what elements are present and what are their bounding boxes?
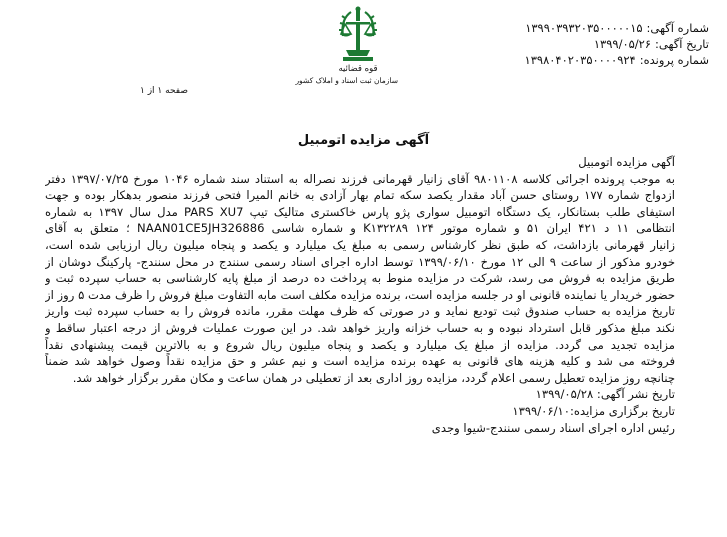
ad-date-label: تاریخ آگهی: (655, 37, 709, 51)
ad-date-row (525, 36, 709, 52)
body-line: مزایده تجدید می گردد. مزایده از مبلغ یک میلیارد و یکصد و پنجاه میلیون ریال شروع و به بالاترین قیمت پیشنهادی نقداً (45, 337, 675, 352)
body-line: حضور خریدار یا نماینده قانونی او در جلسه مزایده است، برنده مزایده مکلف است مابه التفاوت مبلغ فروش را ظرف مدت ۵ روز از (45, 287, 675, 302)
ad-number-row (525, 20, 709, 36)
emblem-name: قوه قضائیه (338, 64, 378, 74)
body-line: به موجب پرونده اجرائی کلاسه ۹۸۰۱۱۰۸ آقای زانیار قهرمانی فرزند نصراله به استناد سند شماره ۱۰۴۶ مورخ ۱۳۹۷/۰۷/۲۵ دفتر (45, 171, 675, 186)
publish-date-line: تاریخ نشر آگهی: ۱۳۹۹/۰۵/۲۸ (535, 387, 675, 402)
file-number-value: ۱۳۹۸۰۴۰۲۰۳۵۰۰۰۰۹۲۴ (524, 53, 636, 67)
body-line: انتظامی ۱۱ د ۴۲۱ ایران ۵۱ و شماره موتور ۱۲۴ K۱۳۲۲۸۹ و شماره شاسی NAAN01CE5JH326886 ؛ متعلق به آقای (45, 221, 675, 236)
page-number: صفحه ۱ از ۱ (140, 86, 188, 96)
emblem-organization: سازمان ثبت اسناد و املاک کشور (295, 76, 398, 85)
body-line: زانیار قهرمانی بازداشت، که طبق نظر کارشناس رسمی به مبلغ یک میلیارد و یکصد و پنجاه میلیون ریال ارزیابی شده است، (45, 237, 675, 252)
ad-number-value: ۱۳۹۹۰۳۹۳۲۰۳۵۰۰۰۰۰۱۵ (525, 21, 643, 35)
notice-body (45, 154, 675, 436)
body-line: نکند مبلغ مذکور قابل استرداد نبوده و به حساب خزانه واریز خواهد شد. در این صورت عملیات فروش از درجه اعتبار ساقط و (45, 320, 675, 335)
body-line: طریق مزایده به فروش می رسد، شرکت در مزایده منوط به پرداخت ده درصد از مبلغ پایه کارشناسی به حساب سپرده ثبت و (45, 271, 675, 286)
page-title: آگهی مزایده اتومبیل (297, 133, 430, 148)
body-line: فروخته می شد و کلیه هزینه های قانونی به عهده برنده مزایده است و نیم عشر و حق مزایده نقداً وصول خواهد شد ضمناً (45, 354, 675, 369)
body-line: استیفای طلب بستانکار، یک دستگاه اتومبیل سواری پژو پارس خاکستری متالیک تیپ PARS XU7 مدل سال ۱۳۹۷ به شماره (45, 204, 675, 219)
file-number-label: شماره پرونده: (639, 53, 709, 67)
body-line: تاریخ مزایده به حساب صندوق ثبت تودیع نماید و در صورتی که ظرف مهلت مقرر، مانده فروش را به حساب سپرده ثبت واریز (45, 304, 675, 319)
body-line: ازدواج شماره ۱۷۷ روستای حسن آباد مقدار یکصد سکه تمام بهار آزادی به خانم المیرا فتحی فرزند منصور بدهکار بوده و جهت (45, 188, 675, 203)
ad-date-value: ۱۳۹۹/۰۵/۲۶ (593, 37, 652, 51)
judiciary-emblem (295, 6, 398, 98)
body-line: خودرو مذکور از ساعت ۹ الی ۱۲ مورخ ۱۳۹۹/۰۶/۱۰ توسط اداره اجرای اسناد رسمی سنندج در محل سنندج- پارکینگ دوشان از (45, 254, 675, 269)
ad-number-label: شماره آگهی: (646, 21, 709, 35)
ad-meta (525, 20, 709, 68)
file-number-row (525, 52, 709, 68)
signatory-line: رئیس اداره اجرای اسناد رسمی سنندج-شیوا وجدی (431, 420, 675, 435)
body-line: آگهی مزایده اتومبیل (578, 155, 675, 169)
body-line: چنانچه روز مزایده تعطیل رسمی اعلام گردد، مزایده روز اداری بعد از تعطیلی در همان ساعت و مکان مقرر برگزار خواهد شد. (72, 370, 675, 385)
scales-of-justice-icon (337, 6, 379, 64)
auction-date-line: تاریخ برگزاری مزایده:۱۳۹۹/۰۶/۱۰ (512, 403, 675, 418)
